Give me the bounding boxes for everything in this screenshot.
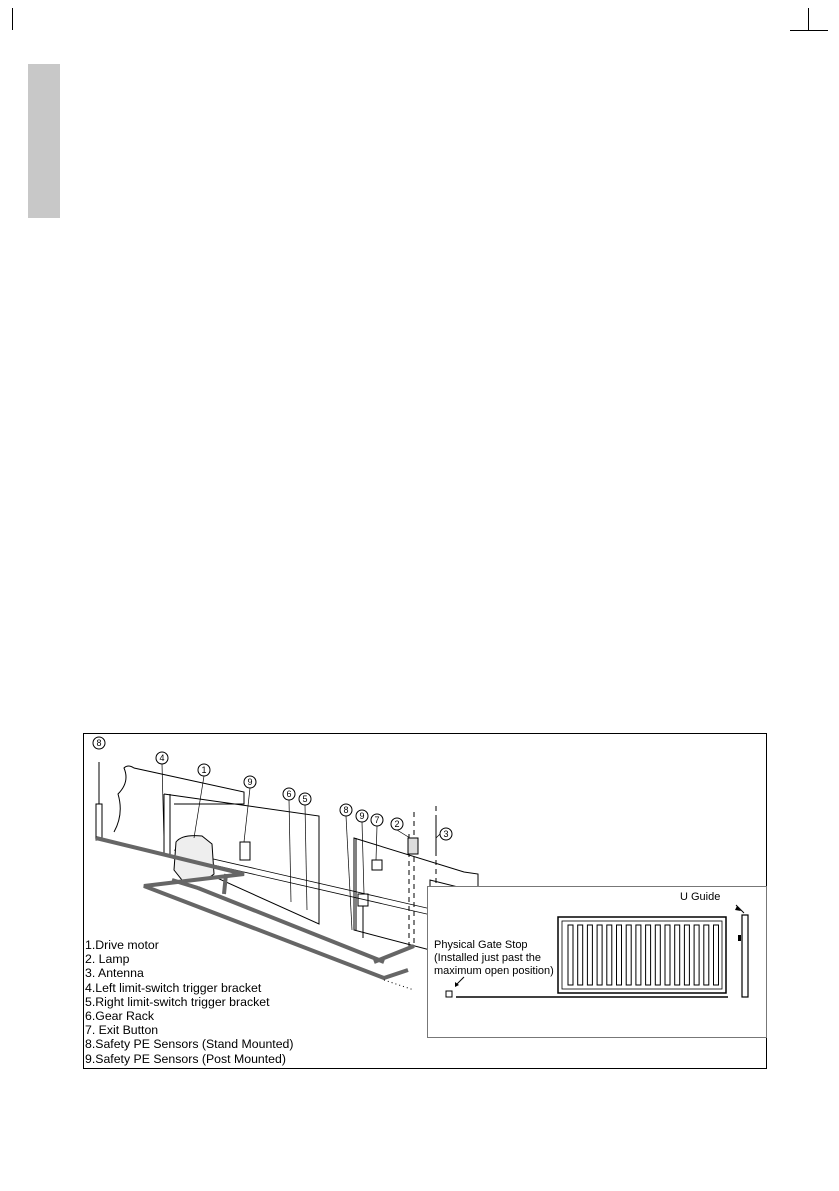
- gate-bar: [587, 925, 592, 985]
- callout-9-gate: [244, 776, 256, 788]
- legend-item: 6.Gear Rack: [85, 1009, 155, 1024]
- gate-bar: [636, 925, 641, 985]
- svg-text:6: 6: [286, 789, 292, 799]
- gate-frame: [558, 917, 726, 993]
- callout-5: [299, 793, 311, 805]
- crop-mark-top-right: [808, 8, 809, 30]
- crop-mark-top-right-h: [790, 30, 828, 31]
- gate-stop: [446, 991, 452, 997]
- svg-text:3: 3: [443, 829, 449, 839]
- post-sensor-gate: [240, 842, 250, 860]
- svg-text:7: 7: [374, 815, 380, 825]
- gate-bar: [665, 925, 670, 985]
- callout-8-left: [93, 737, 105, 749]
- callout-1: [198, 764, 210, 776]
- legend-item: 3. Antenna: [85, 966, 144, 981]
- left-wall: [114, 766, 244, 832]
- gate-bar: [597, 925, 602, 985]
- legend-item: 7. Exit Button: [85, 1023, 159, 1038]
- gate-stop-inset: [427, 886, 767, 1038]
- legend-item: 9.Safety PE Sensors (Post Mounted): [85, 1051, 286, 1066]
- svg-text:8: 8: [96, 738, 102, 748]
- gate-bar: [704, 925, 709, 985]
- u-guide-label: U Guide: [680, 891, 721, 903]
- legend-item: 4.Left limit-switch trigger bracket: [85, 980, 262, 995]
- gate-bar: [568, 925, 573, 985]
- svg-text:2: 2: [394, 819, 400, 829]
- lamp: [408, 838, 418, 854]
- gate-bar: [626, 925, 631, 985]
- svg-text:1: 1: [201, 765, 207, 775]
- gate-bar: [617, 925, 622, 985]
- legend-item: 8.Safety PE Sensors (Stand Mounted): [85, 1037, 294, 1052]
- gate-bar: [684, 925, 689, 985]
- gate-stop-note: maximum open position): [434, 965, 554, 977]
- legend-item: 5.Right limit-switch trigger bracket: [85, 994, 270, 1009]
- svg-text:9: 9: [247, 777, 253, 787]
- gate-bar: [607, 925, 612, 985]
- gate-bar: [675, 925, 680, 985]
- callout-8-pillar: [340, 804, 352, 816]
- legend-item: 1.Drive motor: [85, 938, 159, 952]
- callout-2: [391, 818, 403, 830]
- exit-button: [372, 860, 382, 870]
- side-tab: [28, 64, 60, 218]
- gate-bar: [646, 925, 651, 985]
- installation-diagram: [83, 733, 767, 1069]
- gate-stop-note: (Installed just past the: [434, 952, 542, 964]
- callout-6: [283, 788, 295, 800]
- gate-bar: [578, 925, 583, 985]
- stand-sensor-left: [96, 804, 102, 840]
- svg-text:5: 5: [302, 794, 308, 804]
- callout-4: [156, 752, 168, 764]
- callout-3: [440, 828, 452, 840]
- gate-bar: [655, 925, 660, 985]
- gate-bar: [714, 925, 719, 985]
- component-legend: [85, 938, 293, 1066]
- svg-text:8: 8: [343, 805, 349, 815]
- crop-mark-top-left: [12, 8, 13, 30]
- u-guide-post: [742, 915, 748, 997]
- callout-9-pillar: [356, 810, 368, 822]
- callout-7: [371, 814, 383, 826]
- svg-text:4: 4: [159, 753, 165, 763]
- gate-stop-label: Physical Gate Stop: [434, 939, 528, 951]
- legend-item: 2. Lamp: [85, 952, 130, 967]
- gate-bar: [694, 925, 699, 985]
- svg-text:9: 9: [359, 811, 365, 821]
